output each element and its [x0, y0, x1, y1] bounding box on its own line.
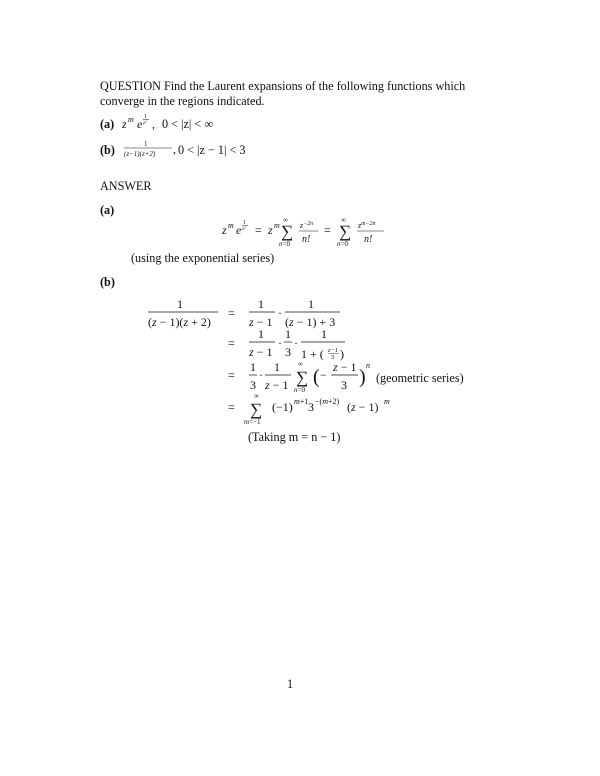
question-line-1 — [100, 79, 465, 94]
svg-text:∑: ∑ — [296, 368, 309, 387]
taking-note: (Taking m = n − 1) — [248, 430, 341, 444]
svg-text:1: 1 — [308, 297, 314, 311]
svg-text:n: n — [366, 361, 370, 370]
svg-text:∞: ∞ — [254, 392, 259, 400]
svg-text:e: e — [137, 117, 143, 131]
svg-text:m: m — [384, 397, 390, 406]
svg-text:=: = — [228, 400, 235, 414]
svg-text:(z − 1)(z + 2): (z − 1)(z + 2) — [148, 315, 211, 329]
svg-text:z: z — [222, 223, 227, 237]
svg-text:,: , — [152, 117, 155, 131]
svg-text:=: = — [228, 336, 235, 350]
svg-text:1: 1 — [144, 140, 148, 148]
svg-text:1: 1 — [177, 297, 183, 311]
svg-text:1 + (: 1 + ( — [301, 347, 324, 361]
derivation-line-1 — [148, 297, 340, 329]
svg-text:3: 3 — [341, 378, 347, 392]
question-part-b-formula — [122, 137, 182, 161]
question-part-b — [100, 143, 115, 158]
svg-text:·: · — [294, 336, 298, 350]
svg-text:z − 1: z − 1 — [249, 315, 273, 329]
svg-text:3: 3 — [331, 354, 335, 361]
svg-text:z: z — [122, 117, 127, 131]
svg-text:3: 3 — [308, 400, 314, 414]
question-text-1: Find the Laurent expansions of the following functions which — [163, 79, 466, 93]
svg-text:−(m+2): −(m+2) — [315, 397, 340, 406]
answer-label: ANSWER — [100, 179, 152, 193]
svg-text:(z − 1): (z − 1) — [347, 400, 379, 414]
question-part-b-label: (b) — [100, 143, 115, 157]
svg-text:∞: ∞ — [298, 360, 303, 368]
svg-text:n=0: n=0 — [337, 240, 348, 248]
svg-text:3: 3 — [285, 345, 291, 359]
svg-text:z − 1: z − 1 — [265, 378, 289, 392]
svg-text:n=0: n=0 — [294, 386, 305, 394]
svg-text:=: = — [324, 223, 331, 237]
svg-text:): ) — [359, 366, 366, 388]
svg-text:∑: ∑ — [281, 222, 294, 241]
svg-text:·: · — [278, 306, 282, 320]
svg-text:m: m — [228, 221, 234, 230]
svg-text:m: m — [128, 115, 134, 124]
question-line-2: converge in the regions indicated. — [100, 94, 265, 108]
svg-text:n!: n! — [302, 234, 311, 245]
svg-text:1: 1 — [258, 327, 264, 341]
svg-text:): ) — [340, 347, 344, 361]
svg-text:1: 1 — [243, 220, 246, 226]
svg-text:=: = — [228, 306, 235, 320]
question-part-a-region: 0 < |z| < ∞ — [162, 117, 214, 131]
derivation-line-4 — [228, 392, 390, 426]
svg-text:z²: z² — [143, 120, 147, 126]
question-part-b-region: 0 < |z − 1| < 3 — [178, 143, 246, 157]
svg-text:z: z — [268, 223, 273, 237]
svg-text:·: · — [259, 368, 263, 382]
question-part-a-label: (a) — [100, 117, 115, 131]
svg-text:z − 1: z − 1 — [333, 360, 357, 374]
svg-text:1: 1 — [258, 297, 264, 311]
svg-text:−: − — [320, 368, 327, 382]
svg-text:(z − 1) + 3: (z − 1) + 3 — [285, 315, 336, 329]
svg-text:z−2n: $z^{-2n}$ — [300, 221, 314, 230]
question-label: QUESTION — [100, 79, 161, 93]
svg-text:,: , — [173, 142, 176, 156]
svg-text:e: e — [236, 223, 242, 237]
svg-text:m=−1: m=−1 — [244, 418, 261, 426]
svg-text:z²: z² — [242, 226, 246, 232]
svg-text:zm−2n: $z^{m-2n}$ — [358, 221, 376, 230]
answer-part-b-label: (b) — [100, 275, 115, 289]
svg-text:·: · — [278, 336, 282, 350]
svg-text:n!: n! — [364, 234, 373, 245]
page-number: 1 — [287, 677, 294, 691]
derivation-line-3 — [228, 360, 370, 394]
svg-text:∑: ∑ — [250, 400, 263, 419]
svg-text:=: = — [255, 223, 262, 237]
svg-text:m+1: m+1 — [294, 397, 309, 406]
derivation-line-2 — [228, 327, 345, 361]
svg-text:n=0: n=0 — [279, 240, 290, 248]
svg-text:1: 1 — [274, 360, 280, 374]
question-part-a — [100, 117, 114, 132]
svg-text:∞: ∞ — [341, 216, 346, 224]
svg-text:(: ( — [313, 366, 320, 388]
svg-text:∑: ∑ — [339, 222, 352, 241]
svg-text:3: 3 — [250, 378, 256, 392]
svg-text:1: 1 — [250, 360, 256, 374]
svg-text:(−1): (−1) — [272, 400, 293, 414]
svg-text:=: = — [228, 368, 235, 382]
geometric-series-note: (geometric series) — [376, 371, 464, 385]
answer-part-a-note: (using the exponential series) — [131, 251, 275, 265]
answer-part-a-equation — [218, 212, 398, 252]
svg-text:z − 1: z − 1 — [249, 345, 273, 359]
svg-text:(z−1)(z+2): (z−1)(z+2) — [124, 150, 156, 158]
svg-text:1: 1 — [285, 327, 291, 341]
answer-part-a-label: (a) — [100, 203, 115, 217]
svg-text:m: m — [274, 221, 280, 230]
svg-text:1: 1 — [144, 114, 147, 120]
svg-text:∞: ∞ — [283, 216, 288, 224]
svg-text:z−1: z−1 — [328, 347, 339, 354]
svg-text:1: 1 — [321, 327, 327, 341]
